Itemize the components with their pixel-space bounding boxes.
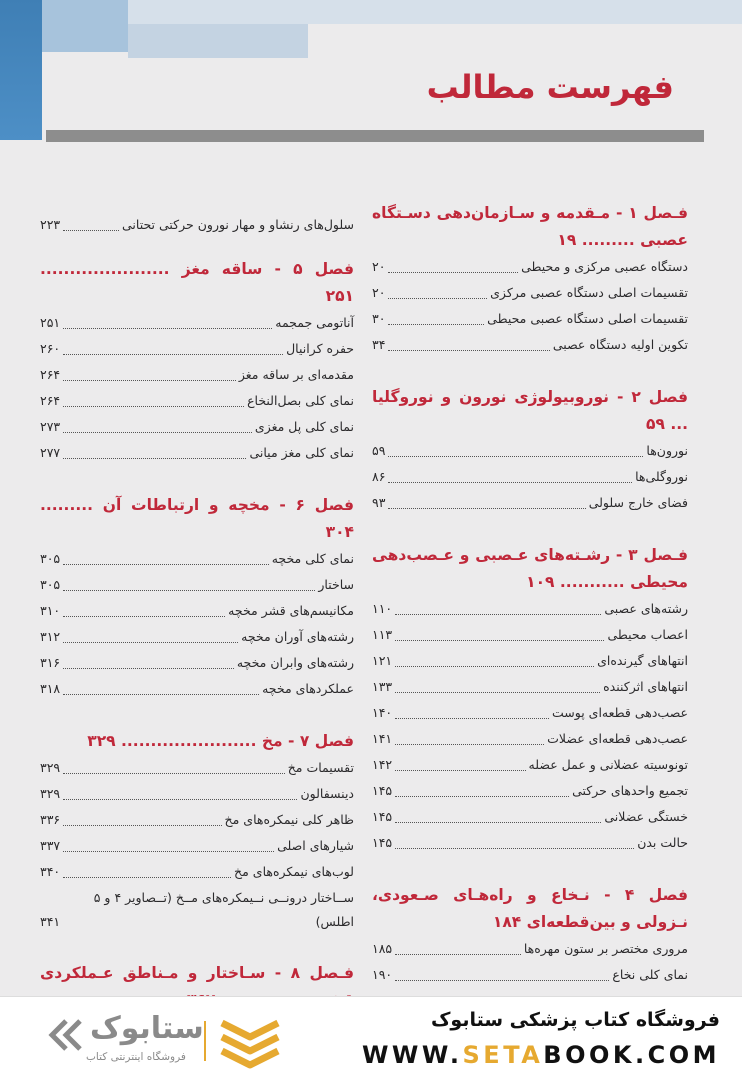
toc-entry[interactable]: نمای کلی پل مغزی ۲۷۳ — [40, 419, 354, 434]
chapter-heading[interactable]: فصل ۵ - ساقه مغز ...................... ۲۵۱ — [40, 260, 354, 305]
top-band — [128, 0, 742, 24]
toc-entry[interactable]: مقدمه‌ای بر ساقه مغز ۲۶۴ — [40, 367, 354, 382]
toc-entry[interactable]: عملکردهای مخچه ۳۱۸ — [40, 681, 354, 696]
chapter-heading[interactable]: فصل ۲ - نوروبیولوژی نورون و نوروگلیا ... ۵۹ — [372, 388, 688, 433]
chapter-heading[interactable]: فصل ۶ - مخچه و ارتباطات آن ......... ۳۰۴ — [40, 496, 354, 541]
toc-entry-multiline[interactable]: ســاختار درونــی نــیمکره‌های مــخ (تــصاویر ۴ و ۵ — [93, 890, 354, 905]
toc-entry[interactable]: حالت بدن ۱۴۵ — [372, 835, 688, 850]
toc-entry[interactable]: نورون‌ها ۵۹ — [372, 443, 688, 458]
toc-entry[interactable]: اعصاب محیطی ۱۱۳ — [372, 627, 688, 642]
toc-entry[interactable]: انتهاهای اثرکننده ۱۳۳ — [372, 679, 688, 694]
toc-entry[interactable]: لوب‌های نیمکره‌های مخ ۳۴۰ — [40, 864, 354, 879]
toc-entry[interactable]: تونوسیته عضلانی و عمل عضله ۱۴۲ — [372, 757, 688, 772]
chevrons-icon — [44, 1017, 84, 1053]
toc-entry[interactable]: تقسیمات مخ ۳۲۹ — [40, 760, 354, 775]
toc-entry[interactable]: فضای خارج سلولی ۹۳ — [372, 495, 688, 510]
toc-entry[interactable]: نمای کلی نخاع ۱۹۰ — [372, 967, 688, 982]
toc-entry[interactable]: رشته‌های وابران مخچه ۳۱۶ — [40, 655, 354, 670]
chapter-heading[interactable]: فـصل ۳ - رشـته‌های عـصبی و عـصب‌دهی محیطی ........... ۱۰۹ — [372, 546, 688, 591]
chapter-heading[interactable]: فـصل ۸ - سـاختار و مـناطق عـملکردی — [40, 964, 354, 982]
toc-entry[interactable]: نوروگلی‌ها ۸۶ — [372, 469, 688, 484]
toc-entry[interactable]: انتهاهای گیرنده‌ای ۱۲۱ — [372, 653, 688, 668]
chapter-heading[interactable]: فـصل ۱ - مـقدمه و سـازمان‌دهی دسـتگاه عصبی ......... ۱۹ — [372, 204, 689, 249]
toc-entry[interactable]: مکانیسم‌های قشر مخچه ۳۱۰ — [40, 603, 354, 618]
toc-entry[interactable]: مروری مختصر بر ستون مهره‌ها ۱۸۵ — [372, 941, 688, 956]
toc-entry[interactable]: سلول‌های رنشاو و مهار نورون حرکتی تحتانی ۲۲۳ — [40, 217, 354, 232]
shop-url[interactable]: WWW.SETABOOK.COM — [361, 1041, 720, 1069]
toc-entry[interactable]: تقسیمات اصلی دستگاه عصبی محیطی ۳۰ — [372, 311, 688, 326]
toc-entry[interactable]: ظاهر کلی نیمکره‌های مخ ۳۳۶ — [40, 812, 354, 827]
chapter-heading[interactable]: فصل ۷ - مخ ....................... ۳۲۹ — [87, 732, 354, 750]
toc-entry[interactable]: رشته‌های آوران مخچه ۳۱۲ — [40, 629, 354, 644]
toc-entry[interactable]: تجمیع واحدهای حرکتی ۱۴۵ — [372, 783, 688, 798]
toc-entry[interactable]: آناتومی جمجمه ۲۵۱ — [40, 315, 354, 330]
corner-light-block — [42, 0, 128, 52]
toc-entry[interactable]: ساختار ۳۰۵ — [40, 577, 354, 592]
title-rule — [46, 130, 704, 142]
toc-right-column — [372, 200, 688, 1014]
toc-entry[interactable]: عصب‌دهی قطعه‌ای عضلات ۱۴۱ — [372, 731, 688, 746]
logo-separator — [204, 1021, 206, 1061]
toc-entry[interactable]: نمای کلی مغز میانی ۲۷۷ — [40, 445, 354, 460]
page-title: فهرست مطالب — [426, 68, 674, 106]
toc-entry[interactable]: خستگی عضلانی ۱۴۵ — [372, 809, 688, 824]
toc-entry[interactable]: نمای کلی مخچه ۳۰۵ — [40, 551, 354, 566]
toc-entry[interactable]: رشته‌های عصبی ۱۱۰ — [372, 601, 688, 616]
toc-left-column — [40, 212, 354, 1040]
corner-blue-block — [0, 0, 42, 140]
toc-entry[interactable]: نمای کلی بصل‌النخاع ۲۶۴ — [40, 393, 354, 408]
toc-entry[interactable]: تکوین اولیه دستگاه عصبی ۳۴ — [372, 337, 688, 352]
toc-entry[interactable]: حفره کرانیال ۲۶۰ — [40, 341, 354, 356]
logo-tagline: فروشگاه اینترنتی کتاب — [86, 1051, 186, 1063]
top-band-accent — [128, 24, 308, 58]
toc-entry[interactable]: شیارهای اصلی ۳۳۷ — [40, 838, 354, 853]
toc-entry-multiline-end[interactable]: اطلس) ۳۴۱ — [40, 914, 354, 929]
chapter-heading[interactable]: فصل ۴ - نـخاع و راه‌هـای صـعودی، نـزولی و بین‌قطعه‌ای ۱۸۴ — [372, 886, 688, 931]
toc-entry[interactable]: عصب‌دهی قطعه‌ای پوست ۱۴۰ — [372, 705, 688, 720]
footer-banner — [0, 996, 742, 1080]
toc-entry[interactable]: تقسیمات اصلی دستگاه عصبی مرکزی ۲۰ — [372, 285, 688, 300]
toc-entry[interactable]: دستگاه عصبی مرکزی و محیطی ۲۰ — [372, 259, 688, 274]
book-stack-logo-icon — [218, 1015, 282, 1069]
toc-entry[interactable]: دینسفالون ۳۲۹ — [40, 786, 354, 801]
logo-wordmark: ستابوک — [90, 1011, 204, 1046]
shop-name: فروشگاه کتاب پزشکی ستابوک — [430, 1009, 720, 1031]
